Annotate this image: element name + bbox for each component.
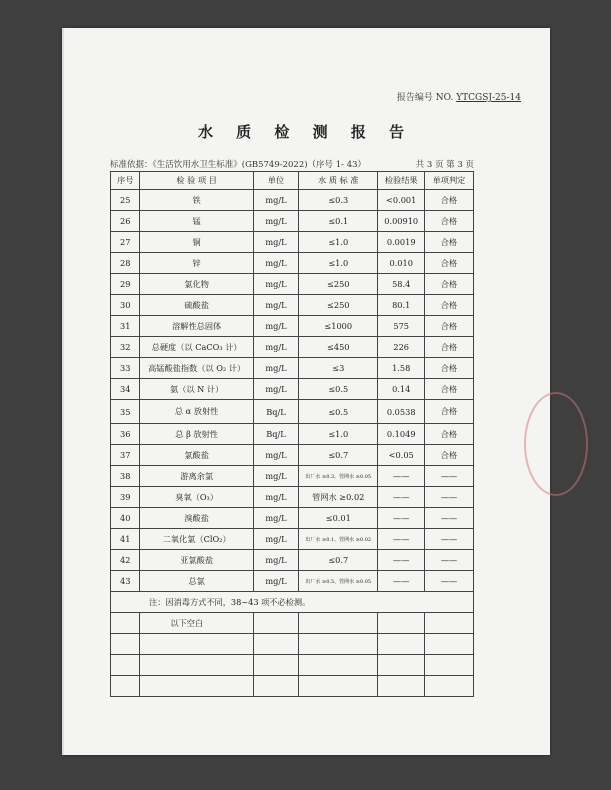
row-standard: ≤0.1	[299, 211, 378, 232]
row-unit: mg/L	[253, 337, 298, 358]
table-row	[111, 487, 474, 508]
row-standard: ≤0.7	[299, 550, 378, 571]
row-unit: mg/L	[253, 466, 298, 487]
row-no: 28	[111, 253, 140, 274]
row-judgement: 合格	[425, 400, 474, 424]
row-judgement: 合格	[425, 445, 474, 466]
row-item: 铁	[140, 190, 254, 211]
row-unit: mg/L	[253, 508, 298, 529]
header-standard: 水 质 标 准	[299, 172, 378, 190]
blank-row	[111, 613, 474, 634]
row-unit: mg/L	[253, 529, 298, 550]
row-judgement: ——	[425, 529, 474, 550]
row-unit: mg/L	[253, 445, 298, 466]
row-standard: 出厂水 ≥0.1、管网水 ≥0.02	[299, 529, 378, 550]
row-judgement: 合格	[425, 358, 474, 379]
row-item: 总氯	[140, 571, 254, 592]
header-unit: 单位	[253, 172, 298, 190]
row-judgement: 合格	[425, 211, 474, 232]
row-item: 硫酸盐	[140, 295, 254, 316]
empty-row	[111, 655, 474, 676]
row-unit: mg/L	[253, 358, 298, 379]
blank-cell	[253, 613, 298, 634]
row-judgement: 合格	[425, 424, 474, 445]
row-result: 0.010	[378, 253, 425, 274]
table-row	[111, 550, 474, 571]
header-no: 序号	[111, 172, 140, 190]
blank-cell	[425, 613, 474, 634]
row-no: 38	[111, 466, 140, 487]
empty-row	[111, 634, 474, 655]
row-result: 0.14	[378, 379, 425, 400]
row-judgement: 合格	[425, 337, 474, 358]
row-no: 34	[111, 379, 140, 400]
row-unit: mg/L	[253, 379, 298, 400]
table-row	[111, 445, 474, 466]
row-standard: ≤0.5	[299, 400, 378, 424]
blank-text: 以下空白	[140, 613, 254, 634]
blank-cell	[378, 613, 425, 634]
row-result: 0.0019	[378, 232, 425, 253]
results-table	[110, 171, 474, 697]
standard-line	[110, 158, 474, 170]
table-row	[111, 379, 474, 400]
row-no: 25	[111, 190, 140, 211]
row-result: <0.05	[378, 445, 425, 466]
row-standard: ≤0.3	[299, 190, 378, 211]
row-no: 37	[111, 445, 140, 466]
row-item: 高锰酸盐指数（以 O₂ 计）	[140, 358, 254, 379]
note-row	[111, 592, 474, 613]
table-row	[111, 424, 474, 445]
row-result: 1.58	[378, 358, 425, 379]
row-unit: mg/L	[253, 487, 298, 508]
row-unit: mg/L	[253, 232, 298, 253]
table-row	[111, 211, 474, 232]
header-item: 检 验 项 目	[140, 172, 254, 190]
row-item: 氯化物	[140, 274, 254, 295]
row-unit: mg/L	[253, 190, 298, 211]
row-standard: ≤450	[299, 337, 378, 358]
row-item: 二氧化氯（ClO₂）	[140, 529, 254, 550]
blank-cell	[111, 613, 140, 634]
row-no: 36	[111, 424, 140, 445]
standard-basis: 标准依据：《生活饮用水卫生标准》(GB5749-2022)（序号 1- 43）	[110, 160, 367, 170]
row-no: 32	[111, 337, 140, 358]
report-number-label: 报告编号	[396, 93, 433, 103]
row-standard: ≤1000	[299, 316, 378, 337]
row-standard: ≤0.01	[299, 508, 378, 529]
table-row	[111, 316, 474, 337]
row-item: 臭氧（O₃）	[140, 487, 254, 508]
row-item: 氯酸盐	[140, 445, 254, 466]
table-row	[111, 190, 474, 211]
table-row	[111, 295, 474, 316]
row-item: 溶解性总固体	[140, 316, 254, 337]
row-standard: ≤3	[299, 358, 378, 379]
row-item: 锌	[140, 253, 254, 274]
row-judgement: ——	[425, 487, 474, 508]
table-row	[111, 571, 474, 592]
row-standard: ≤0.7	[299, 445, 378, 466]
row-item: 锰	[140, 211, 254, 232]
row-no: 40	[111, 508, 140, 529]
row-judgement: 合格	[425, 253, 474, 274]
row-item: 溴酸盐	[140, 508, 254, 529]
row-item: 总 α 放射性	[140, 400, 254, 424]
row-judgement: ——	[425, 571, 474, 592]
note-cell: 注：因消毒方式不同，38~43 项不必检测。	[111, 592, 474, 613]
row-no: 26	[111, 211, 140, 232]
row-item: 铜	[140, 232, 254, 253]
row-item: 总 β 放射性	[140, 424, 254, 445]
row-judgement: ——	[425, 550, 474, 571]
row-result: 0.0538	[378, 400, 425, 424]
table-body	[111, 190, 474, 697]
report-number	[397, 90, 521, 103]
table-row	[111, 358, 474, 379]
row-standard: ≤1.0	[299, 232, 378, 253]
row-unit: Bq/L	[253, 400, 298, 424]
row-item: 亚氯酸盐	[140, 550, 254, 571]
row-judgement: 合格	[425, 295, 474, 316]
report-title: 水 质 检 测 报 告	[197, 123, 414, 141]
row-item: 总硬度（以 CaCO₃ 计）	[140, 337, 254, 358]
row-unit: mg/L	[253, 550, 298, 571]
table-row	[111, 529, 474, 550]
row-result: ——	[378, 529, 425, 550]
row-standard: 管网水 ≥0.02	[299, 487, 378, 508]
row-result: <0.001	[378, 190, 425, 211]
row-result: 80.1	[378, 295, 425, 316]
row-standard: ≤1.0	[299, 424, 378, 445]
table-header-row	[111, 172, 474, 190]
row-result: ——	[378, 571, 425, 592]
row-judgement: 合格	[425, 316, 474, 337]
row-no: 35	[111, 400, 140, 424]
row-unit: mg/L	[253, 274, 298, 295]
header-result: 检验结果	[378, 172, 425, 190]
row-unit: mg/L	[253, 571, 298, 592]
table-row	[111, 232, 474, 253]
row-no: 33	[111, 358, 140, 379]
row-standard: 出厂水 ≥0.5、管网水 ≥0.05	[299, 571, 378, 592]
row-result: 575	[378, 316, 425, 337]
table-row	[111, 508, 474, 529]
row-result: 0.1049	[378, 424, 425, 445]
report-number-prefix: NO.	[435, 93, 454, 103]
table-row	[111, 466, 474, 487]
seal-stamp	[524, 392, 588, 496]
row-standard: 出厂水 ≥0.3、管网水 ≥0.05	[299, 466, 378, 487]
table-row	[111, 337, 474, 358]
row-unit: mg/L	[253, 253, 298, 274]
table-row	[111, 253, 474, 274]
row-result: 226	[378, 337, 425, 358]
row-result: ——	[378, 487, 425, 508]
page-count: 共 3 页 第 3 页	[415, 160, 474, 170]
row-standard: ≤250	[299, 274, 378, 295]
row-unit: mg/L	[253, 211, 298, 232]
row-judgement: 合格	[425, 379, 474, 400]
row-no: 29	[111, 274, 140, 295]
row-no: 39	[111, 487, 140, 508]
header-judgement: 单项判定	[425, 172, 474, 190]
row-result: ——	[378, 466, 425, 487]
blank-cell	[299, 613, 378, 634]
row-result: 58.4	[378, 274, 425, 295]
row-standard: ≤1.0	[299, 253, 378, 274]
table-row	[111, 274, 474, 295]
row-no: 27	[111, 232, 140, 253]
row-no: 43	[111, 571, 140, 592]
row-unit: Bq/L	[253, 424, 298, 445]
row-standard: ≤250	[299, 295, 378, 316]
row-no: 41	[111, 529, 140, 550]
row-judgement: ——	[425, 508, 474, 529]
row-no: 42	[111, 550, 140, 571]
row-judgement: ——	[425, 466, 474, 487]
row-judgement: 合格	[425, 274, 474, 295]
row-no: 31	[111, 316, 140, 337]
empty-row	[111, 676, 474, 697]
row-judgement: 合格	[425, 232, 474, 253]
row-no: 30	[111, 295, 140, 316]
row-item: 氨（以 N 计）	[140, 379, 254, 400]
row-unit: mg/L	[253, 295, 298, 316]
table-row	[111, 400, 474, 424]
row-result: 0.00910	[378, 211, 425, 232]
row-result: ——	[378, 508, 425, 529]
row-unit: mg/L	[253, 316, 298, 337]
row-judgement: 合格	[425, 190, 474, 211]
report-number-value: YTCGSJ-25-14	[456, 93, 521, 103]
row-standard: ≤0.5	[299, 379, 378, 400]
row-item: 游离余氯	[140, 466, 254, 487]
row-result: ——	[378, 550, 425, 571]
